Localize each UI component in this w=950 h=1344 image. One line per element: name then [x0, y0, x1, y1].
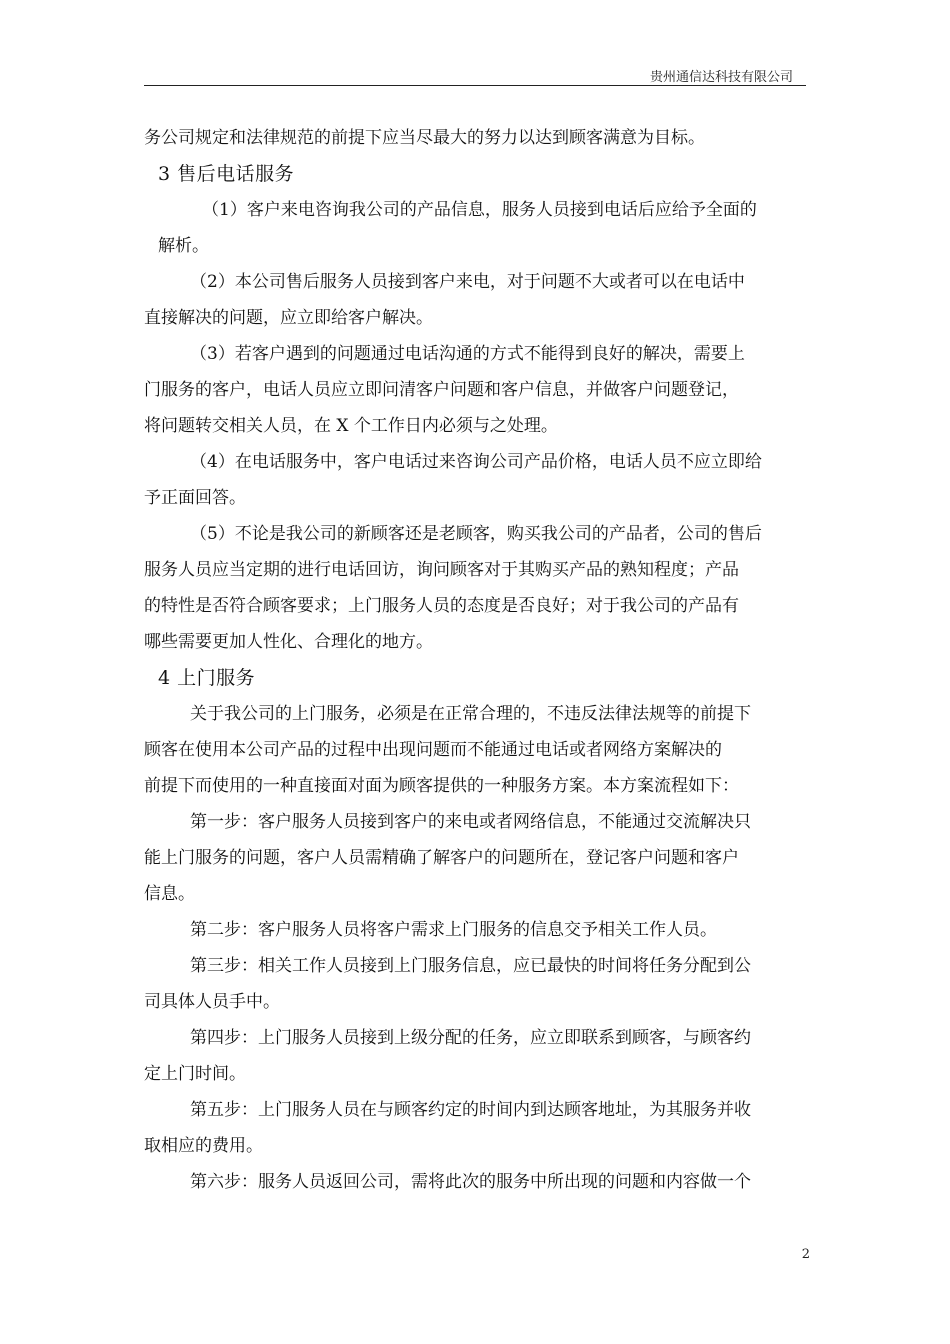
paragraph-line: 前提下而使用的一种直接面对面为顾客提供的一种服务方案。本方案流程如下：	[144, 776, 739, 796]
paragraph-line: （3）若客户遇到的问题通过电话沟通的方式不能得到良好的解决，需要上	[190, 344, 745, 364]
paragraph-line: 解析。	[158, 236, 209, 256]
paragraph-line: 务公司规定和法律规范的前提下应当尽最大的努力以达到顾客满意为目标。	[144, 128, 705, 148]
section-heading: 3 售后电话服务	[158, 163, 295, 185]
paragraph-line: 的特性是否符合顾客要求；上门服务人员的态度是否良好；对于我公司的产品有	[144, 596, 739, 616]
paragraph-line: 服务人员应当定期的进行电话回访，询问顾客对于其购买产品的熟知程度；产品	[144, 560, 739, 580]
paragraph-line: 第二步：客户服务人员将客户需求上门服务的信息交予相关工作人员。	[190, 920, 717, 940]
paragraph-line: 能上门服务的问题，客户人员需精确了解客户的问题所在，登记客户问题和客户	[144, 848, 739, 868]
paragraph-line: 第五步：上门服务人员在与顾客约定的时间内到达顾客地址，为其服务并收	[190, 1100, 751, 1120]
paragraph-line: （4）在电话服务中，客户电话过来咨询公司产品价格，电话人员不应立即给	[190, 452, 762, 472]
paragraph-line: 将问题转交相关人员，在 X 个工作日内必须与之处理。	[144, 416, 558, 436]
paragraph-line: 顾客在使用本公司产品的过程中出现问题而不能通过电话或者网络方案解决的	[144, 740, 722, 760]
paragraph-line: 直接解决的问题，应立即给客户解决。	[144, 308, 433, 328]
paragraph-line: （2）本公司售后服务人员接到客户来电，对于问题不大或者可以在电话中	[190, 272, 745, 292]
document-body	[144, 120, 808, 1200]
paragraph-line: 门服务的客户，电话人员应立即问清客户问题和客户信息，并做客户问题登记，	[144, 380, 739, 400]
paragraph-line: 第四步：上门服务人员接到上级分配的任务，应立即联系到顾客，与顾客约	[190, 1028, 751, 1048]
paragraph-line: 关于我公司的上门服务，必须是在正常合理的，不违反法律法规等的前提下	[190, 704, 751, 724]
page-number: 2	[801, 1247, 810, 1262]
paragraph-line: 第一步：客户服务人员接到客户的来电或者网络信息，不能通过交流解决只	[190, 812, 751, 832]
header-rule	[144, 85, 806, 86]
paragraph-line: 第三步：相关工作人员接到上门服务信息，应已最快的时间将任务分配到公	[190, 956, 751, 976]
page-header-company: 贵州通信达科技有限公司	[649, 70, 793, 85]
paragraph-line: 信息。	[144, 884, 195, 904]
paragraph-line: 取相应的费用。	[144, 1136, 263, 1156]
paragraph-line: （5）不论是我公司的新顾客还是老顾客，购买我公司的产品者，公司的售后	[190, 524, 762, 544]
section-heading: 4 上门服务	[158, 667, 256, 689]
paragraph-line: 司具体人员手中。	[144, 992, 280, 1012]
paragraph-line: 予正面回答。	[144, 488, 246, 508]
paragraph-line: （1）客户来电咨询我公司的产品信息，服务人员接到电话后应给予全面的	[202, 200, 757, 220]
paragraph-line: 定上门时间。	[144, 1064, 246, 1084]
paragraph-line: 哪些需要更加人性化、合理化的地方。	[144, 632, 433, 652]
paragraph-line: 第六步：服务人员返回公司，需将此次的服务中所出现的问题和内容做一个	[190, 1172, 751, 1192]
